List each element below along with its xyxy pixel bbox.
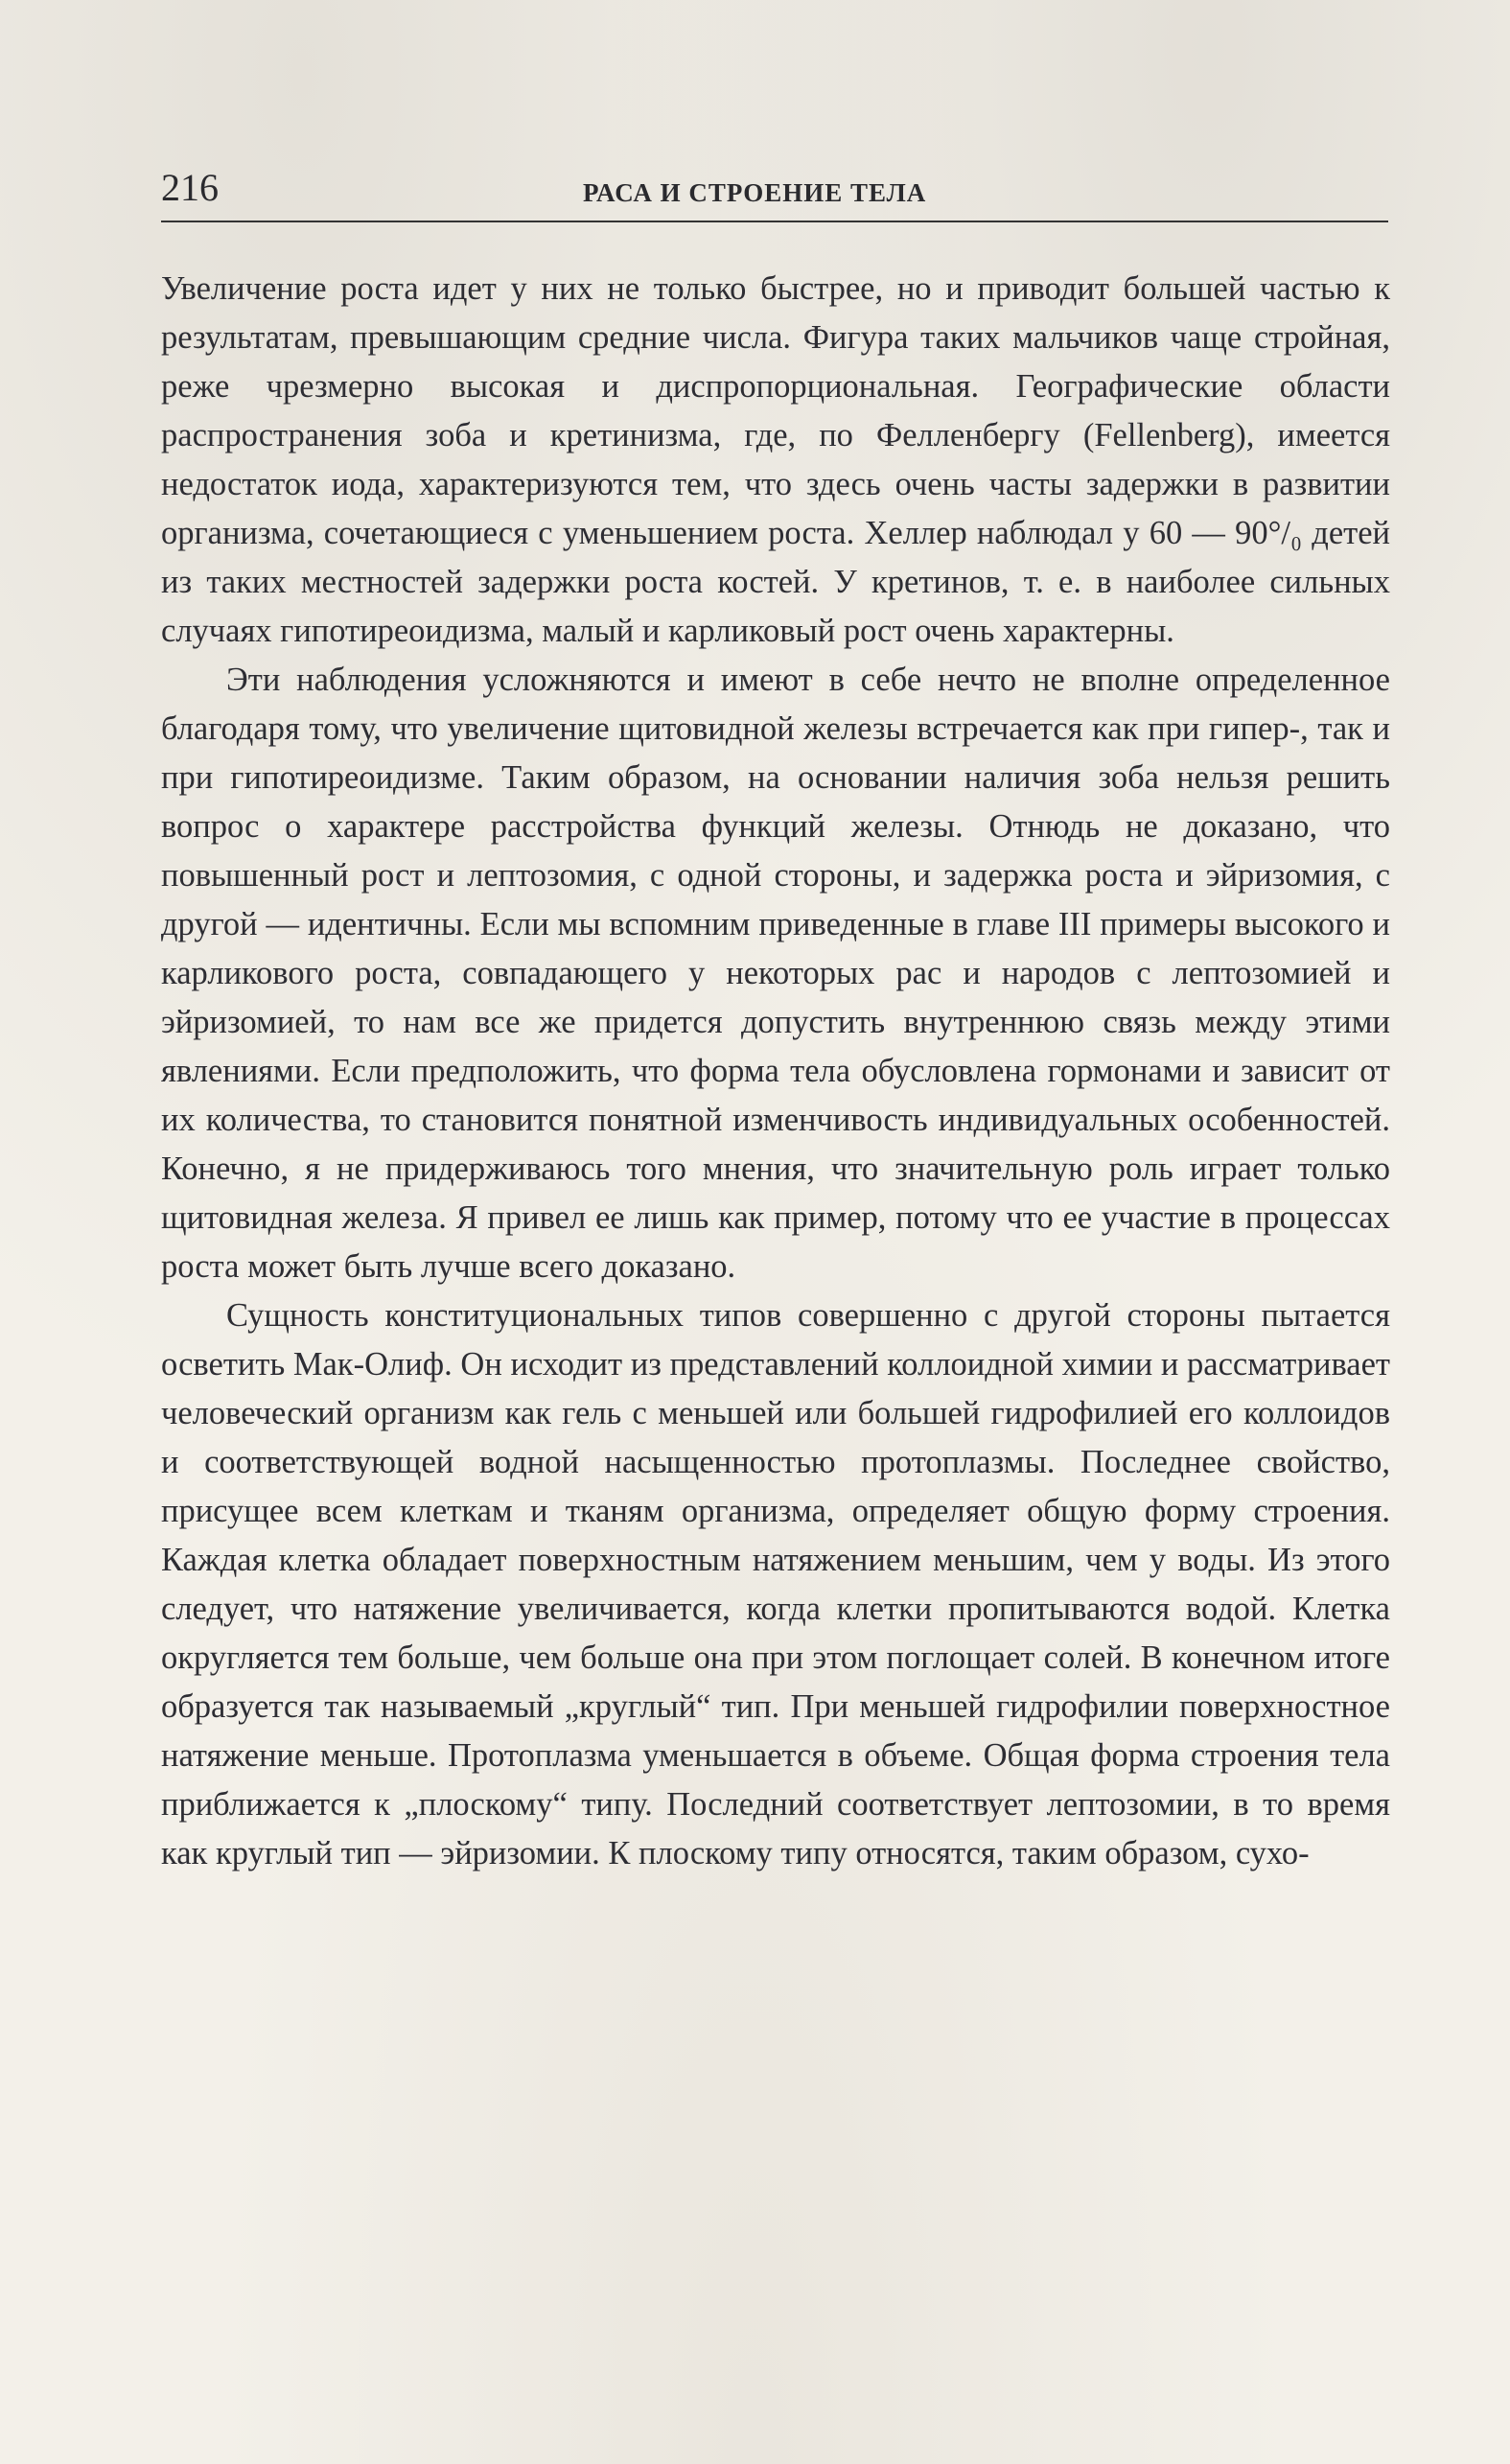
running-title: РАСА И СТРОЕНИЕ ТЕЛА: [583, 178, 927, 207]
page-number: 216: [161, 166, 219, 209]
body-text: [161, 265, 1390, 1878]
page-header: [161, 163, 1388, 222]
paragraph-3: Сущность конституциональных типов совершенно с другой стороны пытается осветить Мак-Олиф. Он исходит из представлений коллоидной химии и рассматривает человеческий организм как гель с меньшей или большей гидрофилией его коллоидов и соответствующей водной насыщенностью протоплазмы. Последнее свойство, присущее всем клеткам и тканям организма, определяет общую форму строения. Каждая клетка обладает поверхностным натяжением меньшим, чем у воды. Из этого следует, что натяжение увеличивается, когда клетки пропитываются водой. Клетка округляется тем больше, чем больше она при этом поглощает солей. В конечном итоге образуется так называемый „круглый“ тип. При меньшей гидрофилии поверхностное натяжение меньше. Протоплазма уменьшается в объеме. Общая форма строения тела приближается к „плоскому“ типу. Последний соответствует лептозомии, в то время как круглый тип — эйризомии. К плоскому типу относятся, таким образом, сухо-: [161, 1297, 1390, 1871]
paragraph-2: Эти наблюдения усложняются и имеют в себе нечто не вполне определенное благодаря тому, что увеличение щитовидной железы встречается как при гипер-, так и при гипотиреоидизме. Таким образом, на основании наличия зоба нельзя решить вопрос о характере расстройства функций железы. Отнюдь не доказано, что повышенный рост и лептозомия, с одной стороны, и задержка роста и эйризомия, с другой — идентичны. Если мы вспомним приведенные в главе III примеры высокого и карликового роста, совпадающего у некоторых рас и народов с лептозомией и эйризомией, то нам все же придется допустить внутреннюю связь между этими явлениями. Если предположить, что форма тела обусловлена гормонами и зависит от их количества, то становится понятной изменчивость индивидуальных особенностей. Конечно, я не придерживаюсь того мнения, что значительную роль играет только щитовидная железа. Я привел ее лишь как пример, потому что ее участие в процессах роста может быть лучше всего доказано.: [161, 662, 1390, 1285]
paragraph-1: Увеличение роста идет у них не только быстрее, но и приводит большей частью к результатам, превышающим средние числа. Фигура таких мальчиков чаще стройная, реже чрезмерно высокая и диспропорциональная. Географические области распространения зоба и кретинизма, где, по Фелленбергу (Fellenberg), имеется недостаток иода, характеризуются тем, что здесь очень часты задержки в развитии организма, сочетающиеся с уменьшением роста. Хеллер наблюдал у 60 — 90°/₀ детей из таких местностей задержки роста костей. У кретинов, т. е. в наиболее сильных случаях гипотиреоидизма, малый и карликовый рост очень характерны.: [161, 270, 1390, 649]
